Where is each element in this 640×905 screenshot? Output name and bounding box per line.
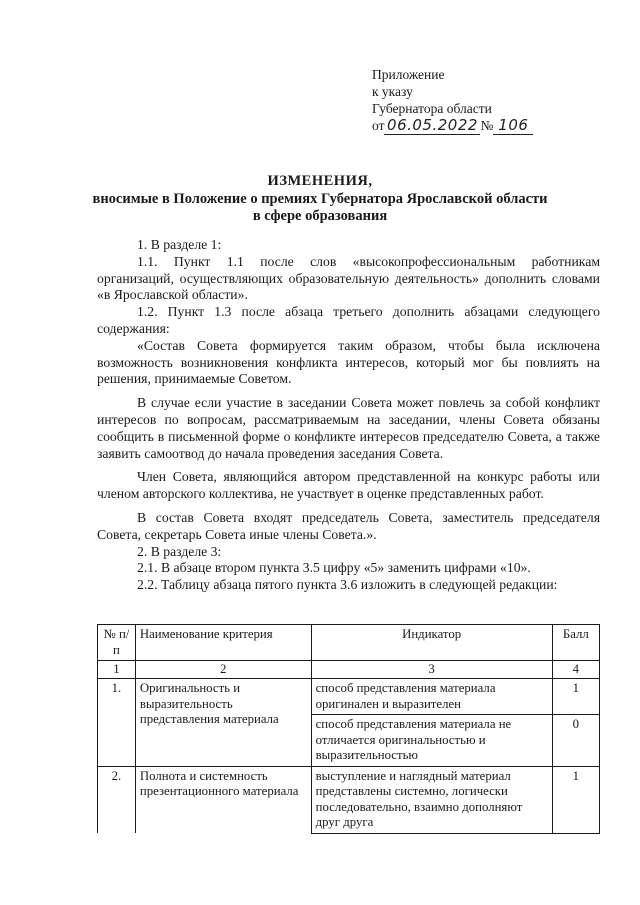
- paragraph-author-member: Член Совета, являющийся автором представленной на конкурс работы или членом авторского коллектива, не участвует в оценке представленных работ.: [97, 469, 600, 502]
- appendix-date-number-line: [372, 117, 533, 135]
- indicator-text: способ представления материала оригинален и выразителен: [311, 679, 552, 715]
- appendix-line-3: Губернатора области: [372, 101, 492, 116]
- document-subtitle-line-1: вносимые в Положение о премиях Губернатора Ярославской области: [92, 191, 548, 207]
- score-value: 1: [552, 679, 599, 715]
- appendix-line-2: к указу: [372, 84, 413, 99]
- document-title: ИЗМЕНЕНИЯ,: [267, 173, 373, 189]
- handwritten-number: 106: [493, 117, 533, 135]
- column-number: 2: [135, 661, 311, 679]
- column-number: 3: [311, 661, 552, 679]
- paragraph-1: 1. В разделе 1:: [137, 237, 222, 252]
- criterion-name: Полнота и системность презентационного материала: [135, 766, 311, 833]
- criterion-name: Оригинальность и выразительность представления материала: [135, 679, 311, 767]
- score-value: 0: [552, 715, 599, 767]
- row-number: 1.: [98, 679, 136, 767]
- paragraph-1-2: 1.2. Пункт 1.3 после абзаца третьего дополнить абзацами следующего содержания:: [97, 304, 600, 336]
- table-header-row: [98, 625, 600, 661]
- criteria-table: [97, 624, 600, 834]
- appendix-header: [372, 66, 533, 135]
- table-column-numbers-row: [98, 661, 600, 679]
- paragraph-conflict-of-interest: В случае если участие в заседании Совета может повлечь за собой конфликт интересов по вопросам, рассматриваемым на заседании, члены Совета обязаны сообщить в письменной форме о конфликте интересов председателю Совета, а также заявить самоотвод до начала проведения заседания Совета.: [97, 395, 600, 461]
- header-criterion: Наименование критерия: [135, 625, 311, 661]
- paragraph-2-1: 2.1. В абзаце втором пункта 3.5 цифру «5» заменить цифрами «10».: [137, 560, 531, 576]
- paragraph-council-members: В состав Совета входят председатель Совета, заместитель председателя Совета, секретарь Совета иные члены Совета.».: [97, 509, 600, 542]
- indicator-text: выступление и наглядный материал представлены системно, логически последовательно, взаимно дополняют друг друга: [311, 766, 552, 833]
- header-number: № п/п: [98, 625, 136, 661]
- table-row: [98, 766, 600, 833]
- header-indicator: Индикатор: [311, 625, 552, 661]
- paragraph-1-1: 1.1. Пункт 1.1 после слов «высокопрофессиональным работникам организаций, осуществляющих образовательную деятельность» дополнить словами «в Ярославской области».: [97, 253, 600, 303]
- table-row: [98, 679, 600, 715]
- column-number: 1: [98, 661, 136, 679]
- row-number: 2.: [98, 766, 136, 833]
- paragraph-2: 2. В разделе 3:: [137, 543, 222, 559]
- document-body: [97, 237, 600, 594]
- score-value: 1: [552, 766, 599, 833]
- from-label: от: [372, 118, 385, 133]
- handwritten-date: 06.05.2022: [384, 117, 480, 135]
- indicator-text: способ представления материала не отличается оригинальностью и выразительностью: [311, 715, 552, 767]
- header-score: Балл: [552, 625, 599, 661]
- document-subtitle-line-2: в сфере образования: [252, 208, 388, 224]
- column-number: 4: [552, 661, 599, 679]
- appendix-line-1: Приложение: [372, 67, 445, 82]
- paragraph-council-composition: «Состав Совета формируется таким образом, чтобы была исключена возможность возникновения конфликта интересов, который мог бы повлиять на решения, принимаемые Советом.: [97, 337, 600, 387]
- paragraph-2-2: 2.2. Таблицу абзаца пятого пункта 3.6 изложить в следующей редакции:: [137, 577, 558, 593]
- number-label: №: [480, 118, 494, 133]
